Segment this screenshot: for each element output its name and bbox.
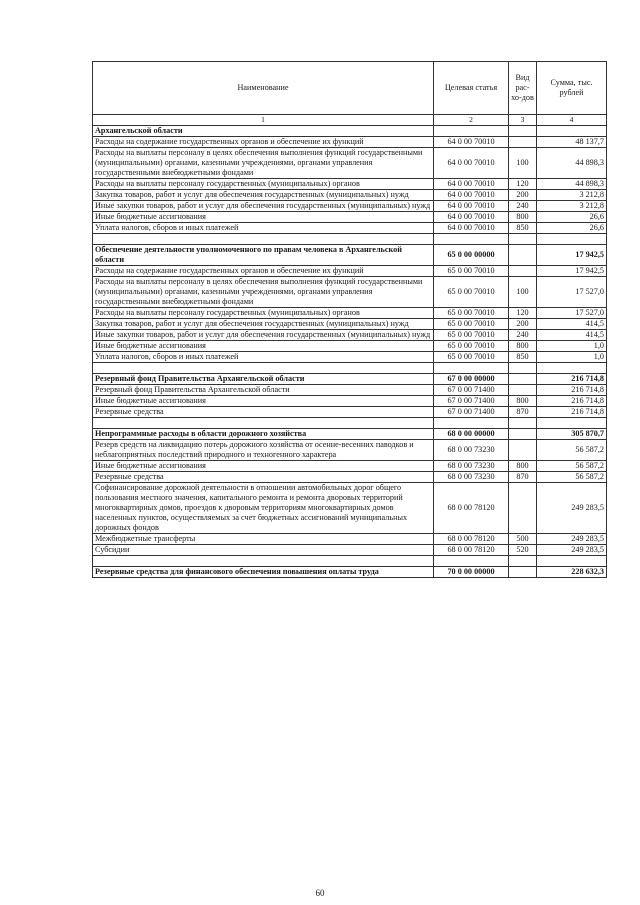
row-amount: 44 898,3	[537, 179, 607, 190]
table-body	[93, 126, 607, 578]
table-row	[93, 429, 607, 440]
row-expense-type	[509, 567, 537, 578]
row-target-code: 65 0 00 70010	[434, 277, 509, 308]
row-amount: 249 283,5	[537, 545, 607, 556]
empty-cell	[537, 418, 607, 429]
empty-cell	[93, 234, 434, 245]
column-number: 2	[434, 115, 509, 126]
row-amount: 1,0	[537, 352, 607, 363]
empty-cell	[509, 234, 537, 245]
empty-cell	[537, 234, 607, 245]
row-name: Непрограммные расходы в области дорожного хозяйства	[93, 429, 434, 440]
row-amount: 17 527,0	[537, 308, 607, 319]
row-target-code: 68 0 00 78120	[434, 483, 509, 534]
header-name: Наименование	[93, 62, 434, 115]
row-amount: 17 942,5	[537, 266, 607, 277]
table-row	[93, 212, 607, 223]
row-amount: 216 714,8	[537, 374, 607, 385]
row-amount: 48 137,7	[537, 137, 607, 148]
row-target-code: 64 0 00 70010	[434, 201, 509, 212]
row-expense-type: 240	[509, 201, 537, 212]
row-expense-type	[509, 429, 537, 440]
row-expense-type: 870	[509, 407, 537, 418]
empty-cell	[434, 418, 509, 429]
row-target-code: 65 0 00 70010	[434, 266, 509, 277]
table-header-row	[93, 62, 607, 115]
row-amount: 26,6	[537, 212, 607, 223]
row-expense-type: 100	[509, 277, 537, 308]
column-number: 3	[509, 115, 537, 126]
row-target-code: 64 0 00 70010	[434, 179, 509, 190]
header-code: Целевая статья	[434, 62, 509, 115]
row-name: Расходы на содержание государственных органов и обеспечение их функций	[93, 266, 434, 277]
table-row	[93, 440, 607, 461]
row-expense-type: 200	[509, 190, 537, 201]
row-target-code: 64 0 00 70010	[434, 190, 509, 201]
table-row	[93, 472, 607, 483]
row-expense-type	[509, 483, 537, 534]
row-expense-type: 120	[509, 308, 537, 319]
table-row	[93, 148, 607, 179]
row-expense-type	[509, 440, 537, 461]
row-target-code	[434, 126, 509, 137]
row-name: Резервные средства для финансового обеспечения повышения оплаты труда	[93, 567, 434, 578]
row-amount: 216 714,8	[537, 385, 607, 396]
row-name: Иные бюджетные ассигнования	[93, 396, 434, 407]
budget-table	[92, 61, 607, 578]
empty-cell	[93, 418, 434, 429]
row-name: Расходы на выплаты персоналу в целях обеспечения выполнения функций государственными (муниципальными) органами, казенными учреждениями, органами управления государственными внебюджетными фондами	[93, 148, 434, 179]
row-amount	[537, 126, 607, 137]
row-amount: 228 632,3	[537, 567, 607, 578]
row-name: Расходы на выплаты персоналу государственных (муниципальных) органов	[93, 308, 434, 319]
empty-cell	[434, 363, 509, 374]
table-row	[93, 396, 607, 407]
row-target-code: 65 0 00 00000	[434, 245, 509, 266]
table-row	[93, 266, 607, 277]
empty-cell	[537, 556, 607, 567]
row-expense-type: 800	[509, 461, 537, 472]
table-row	[93, 126, 607, 137]
row-target-code: 67 0 00 71400	[434, 407, 509, 418]
row-name: Уплата налогов, сборов и иных платежей	[93, 352, 434, 363]
table-row	[93, 534, 607, 545]
document-page	[92, 61, 606, 578]
table-row	[93, 330, 607, 341]
table-row	[93, 308, 607, 319]
row-expense-type	[509, 266, 537, 277]
empty-cell	[509, 556, 537, 567]
row-expense-type: 800	[509, 396, 537, 407]
row-expense-type: 800	[509, 212, 537, 223]
table-row	[93, 567, 607, 578]
table-row	[93, 277, 607, 308]
row-expense-type: 850	[509, 223, 537, 234]
row-target-code: 64 0 00 70010	[434, 212, 509, 223]
row-expense-type	[509, 385, 537, 396]
row-target-code: 68 0 00 73230	[434, 472, 509, 483]
empty-cell	[434, 234, 509, 245]
row-name: Расходы на выплаты персоналу государственных (муниципальных) органов	[93, 179, 434, 190]
row-name: Архангельской области	[93, 126, 434, 137]
row-expense-type	[509, 374, 537, 385]
table-row	[93, 201, 607, 212]
table-row	[93, 319, 607, 330]
table-row	[93, 407, 607, 418]
row-expense-type	[509, 126, 537, 137]
row-name: Иные бюджетные ассигнования	[93, 461, 434, 472]
row-amount: 249 283,5	[537, 483, 607, 534]
row-expense-type: 200	[509, 319, 537, 330]
row-name: Межбюджетные трансферты	[93, 534, 434, 545]
row-expense-type: 120	[509, 179, 537, 190]
row-name: Резервные средства	[93, 472, 434, 483]
row-amount: 44 898,3	[537, 148, 607, 179]
row-expense-type	[509, 137, 537, 148]
table-column-numbers	[93, 115, 607, 126]
row-amount: 414,5	[537, 330, 607, 341]
row-amount: 56 587,2	[537, 472, 607, 483]
row-name: Софинансирование дорожной деятельности в отношении автомобильных дорог общего пользования местного значения, капитального ремонта и ремонта дворовых территорий многоквартирных домов, проездов к дворовым территориям многоквартирных домов населенных пунктов, осуществляемых за счет бюджетных ассигнований муниципальных дорожных фондов	[93, 483, 434, 534]
header-sum: Сумма, тыс. рублей	[537, 62, 607, 115]
empty-cell	[93, 556, 434, 567]
row-amount: 3 212,8	[537, 201, 607, 212]
row-target-code: 67 0 00 00000	[434, 374, 509, 385]
table-row	[93, 245, 607, 266]
column-number: 4	[537, 115, 607, 126]
row-target-code: 64 0 00 70010	[434, 148, 509, 179]
row-name: Расходы на содержание государственных органов и обеспечение их функций	[93, 137, 434, 148]
table-row	[93, 137, 607, 148]
row-target-code: 65 0 00 70010	[434, 341, 509, 352]
table-spacer-row	[93, 556, 607, 567]
row-target-code: 65 0 00 70010	[434, 319, 509, 330]
empty-cell	[509, 418, 537, 429]
row-name: Резерв средств на ликвидацию потерь дорожного хозяйства от осенне-весенних паводков и неблагоприятных последствий природного и техногенного характера	[93, 440, 434, 461]
table-row	[93, 179, 607, 190]
header-expense-type: Вид рас-хо-дов	[509, 62, 537, 115]
column-number: 1	[93, 115, 434, 126]
row-name: Закупка товаров, работ и услуг для обеспечения государственных (муниципальных) нужд	[93, 319, 434, 330]
row-amount: 56 587,2	[537, 440, 607, 461]
row-amount: 216 714,8	[537, 396, 607, 407]
table-row	[93, 483, 607, 534]
row-amount: 414,5	[537, 319, 607, 330]
table-row	[93, 374, 607, 385]
row-amount: 3 212,8	[537, 190, 607, 201]
row-target-code: 65 0 00 70010	[434, 352, 509, 363]
table-row	[93, 223, 607, 234]
row-name: Субсидии	[93, 545, 434, 556]
row-target-code: 67 0 00 71400	[434, 396, 509, 407]
row-expense-type: 500	[509, 534, 537, 545]
row-name: Расходы на выплаты персоналу в целях обеспечения выполнения функций государственными (муниципальными) органами, казенными учреждениями, органами управления государственными внебюджетными фондами	[93, 277, 434, 308]
row-target-code: 64 0 00 70010	[434, 137, 509, 148]
empty-cell	[537, 363, 607, 374]
row-target-code: 68 0 00 00000	[434, 429, 509, 440]
table-row	[93, 341, 607, 352]
row-amount: 17 942,5	[537, 245, 607, 266]
row-expense-type: 100	[509, 148, 537, 179]
row-name: Иные закупки товаров, работ и услуг для обеспечения государственных (муниципальных) нужд	[93, 330, 434, 341]
table-row	[93, 352, 607, 363]
row-amount: 305 870,7	[537, 429, 607, 440]
empty-cell	[434, 556, 509, 567]
table-row	[93, 190, 607, 201]
row-expense-type: 520	[509, 545, 537, 556]
row-expense-type: 800	[509, 341, 537, 352]
row-amount: 216 714,8	[537, 407, 607, 418]
row-name: Резервные средства	[93, 407, 434, 418]
row-amount: 17 527,0	[537, 277, 607, 308]
row-target-code: 67 0 00 71400	[434, 385, 509, 396]
table-row	[93, 545, 607, 556]
row-amount: 249 283,5	[537, 534, 607, 545]
table-spacer-row	[93, 418, 607, 429]
page-number: 60	[315, 888, 325, 898]
row-name: Закупка товаров, работ и услуг для обеспечения государственных (муниципальных) нужд	[93, 190, 434, 201]
row-expense-type: 850	[509, 352, 537, 363]
row-target-code: 70 0 00 00000	[434, 567, 509, 578]
row-target-code: 65 0 00 70010	[434, 330, 509, 341]
row-target-code: 68 0 00 73230	[434, 461, 509, 472]
empty-cell	[509, 363, 537, 374]
row-target-code: 68 0 00 78120	[434, 534, 509, 545]
row-target-code: 68 0 00 73230	[434, 440, 509, 461]
row-amount: 26,6	[537, 223, 607, 234]
row-name: Резервный фонд Правительства Архангельской области	[93, 374, 434, 385]
row-name: Обеспечение деятельности уполномоченного по правам человека в Архангельской области	[93, 245, 434, 266]
table-row	[93, 461, 607, 472]
row-target-code: 68 0 00 78120	[434, 545, 509, 556]
row-expense-type: 240	[509, 330, 537, 341]
row-name: Уплата налогов, сборов и иных платежей	[93, 223, 434, 234]
row-expense-type: 870	[509, 472, 537, 483]
row-target-code: 64 0 00 70010	[434, 223, 509, 234]
row-name: Иные закупки товаров, работ и услуг для обеспечения государственных (муниципальных) нужд	[93, 201, 434, 212]
table-row	[93, 385, 607, 396]
row-amount: 56 587,2	[537, 461, 607, 472]
row-name: Резервный фонд Правительства Архангельской области	[93, 385, 434, 396]
row-amount: 1,0	[537, 341, 607, 352]
row-expense-type	[509, 245, 537, 266]
row-name: Иные бюджетные ассигнования	[93, 212, 434, 223]
row-target-code: 65 0 00 70010	[434, 308, 509, 319]
row-name: Иные бюджетные ассигнования	[93, 341, 434, 352]
empty-cell	[93, 363, 434, 374]
table-spacer-row	[93, 234, 607, 245]
table-spacer-row	[93, 363, 607, 374]
